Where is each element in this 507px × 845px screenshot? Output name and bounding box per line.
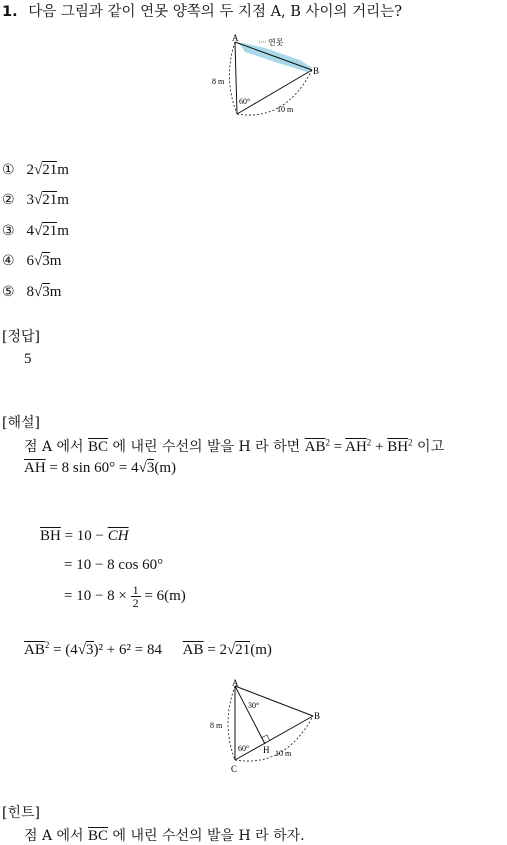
choice-mark: ①	[2, 162, 15, 178]
explanation-line1: 점 A 에서 $\overline{BC}$ 에 내린 수선의 발을 H 라 하면 $\overline{AB}^2 = \overline{AH}^2 + \overline{BH}^2$ 이고	[24, 437, 445, 455]
explanation-ab-final: $\overline{AB}^2 = (4√3)^2 + 6^2 = 84$ $\overline{AB} = 2√21(m)$	[24, 640, 272, 658]
fig1-label-pond: 연못	[268, 38, 284, 47]
explanation-line2: $\overline{AH} = 8$ sin 60° = 4√3(m)	[24, 460, 177, 476]
question-text: 다음 그림과 같이 연못 양쪽의 두 지점 A, B 사이의 거리는?	[28, 4, 402, 20]
fig2-label-c: C	[231, 764, 238, 774]
fig2-label-a: A	[232, 678, 239, 688]
fig2-label-30: 30°	[248, 701, 260, 710]
choice-1[interactable]: ① 2√21m	[2, 162, 69, 178]
choice-mark: ④	[2, 253, 15, 269]
hint-header: [힌트]	[2, 805, 40, 821]
explanation-bh-line2: = 10 − 8 cos 60°	[64, 557, 164, 573]
choice-mark: ⑤	[2, 284, 15, 300]
fig2-label-8m: 8 m	[210, 721, 223, 730]
fig1-label-angle: 60°	[239, 97, 251, 106]
answer-header: [정답]	[2, 329, 40, 345]
question-number: 1.	[2, 4, 18, 20]
choice-mark: ②	[2, 192, 15, 208]
explanation-header: [해설]	[2, 415, 40, 431]
fig1-label-8m: 8 m	[212, 77, 225, 86]
choice-mark: ③	[2, 223, 15, 239]
fig2-label-60: 60°	[238, 744, 250, 753]
explanation-bh-line1: $\overline{BH} = 10 - \overline{CH}$	[40, 528, 129, 544]
figure-pond	[205, 30, 330, 122]
answer-value: 5	[24, 351, 32, 367]
fig2-label-b: B	[314, 711, 321, 721]
question-title	[2, 0, 402, 21]
fig1-label-10m: 10 m	[277, 105, 294, 114]
fig1-label-b: B	[313, 66, 320, 76]
fig2-label-h: H	[263, 745, 270, 755]
explanation-bh-line3: = 10 − 8 × $\frac{1}{2}$ = 6(m)	[64, 583, 186, 610]
choice-2[interactable]: ② 3√21m	[2, 192, 69, 208]
fig2-label-10m: 10 m	[275, 749, 292, 758]
choice-4[interactable]: ④ 6√3m	[2, 253, 62, 269]
choice-5[interactable]: ⑤ 8√3m	[2, 284, 62, 300]
hint-text: 점 A 에서 $\overline{BC}$ 에 내린 수선의 발을 H 라 하자.	[24, 828, 305, 844]
choice-3[interactable]: ③ 4√21m	[2, 223, 69, 239]
figure-triangle	[205, 676, 330, 776]
fig1-label-a: A	[232, 33, 239, 43]
